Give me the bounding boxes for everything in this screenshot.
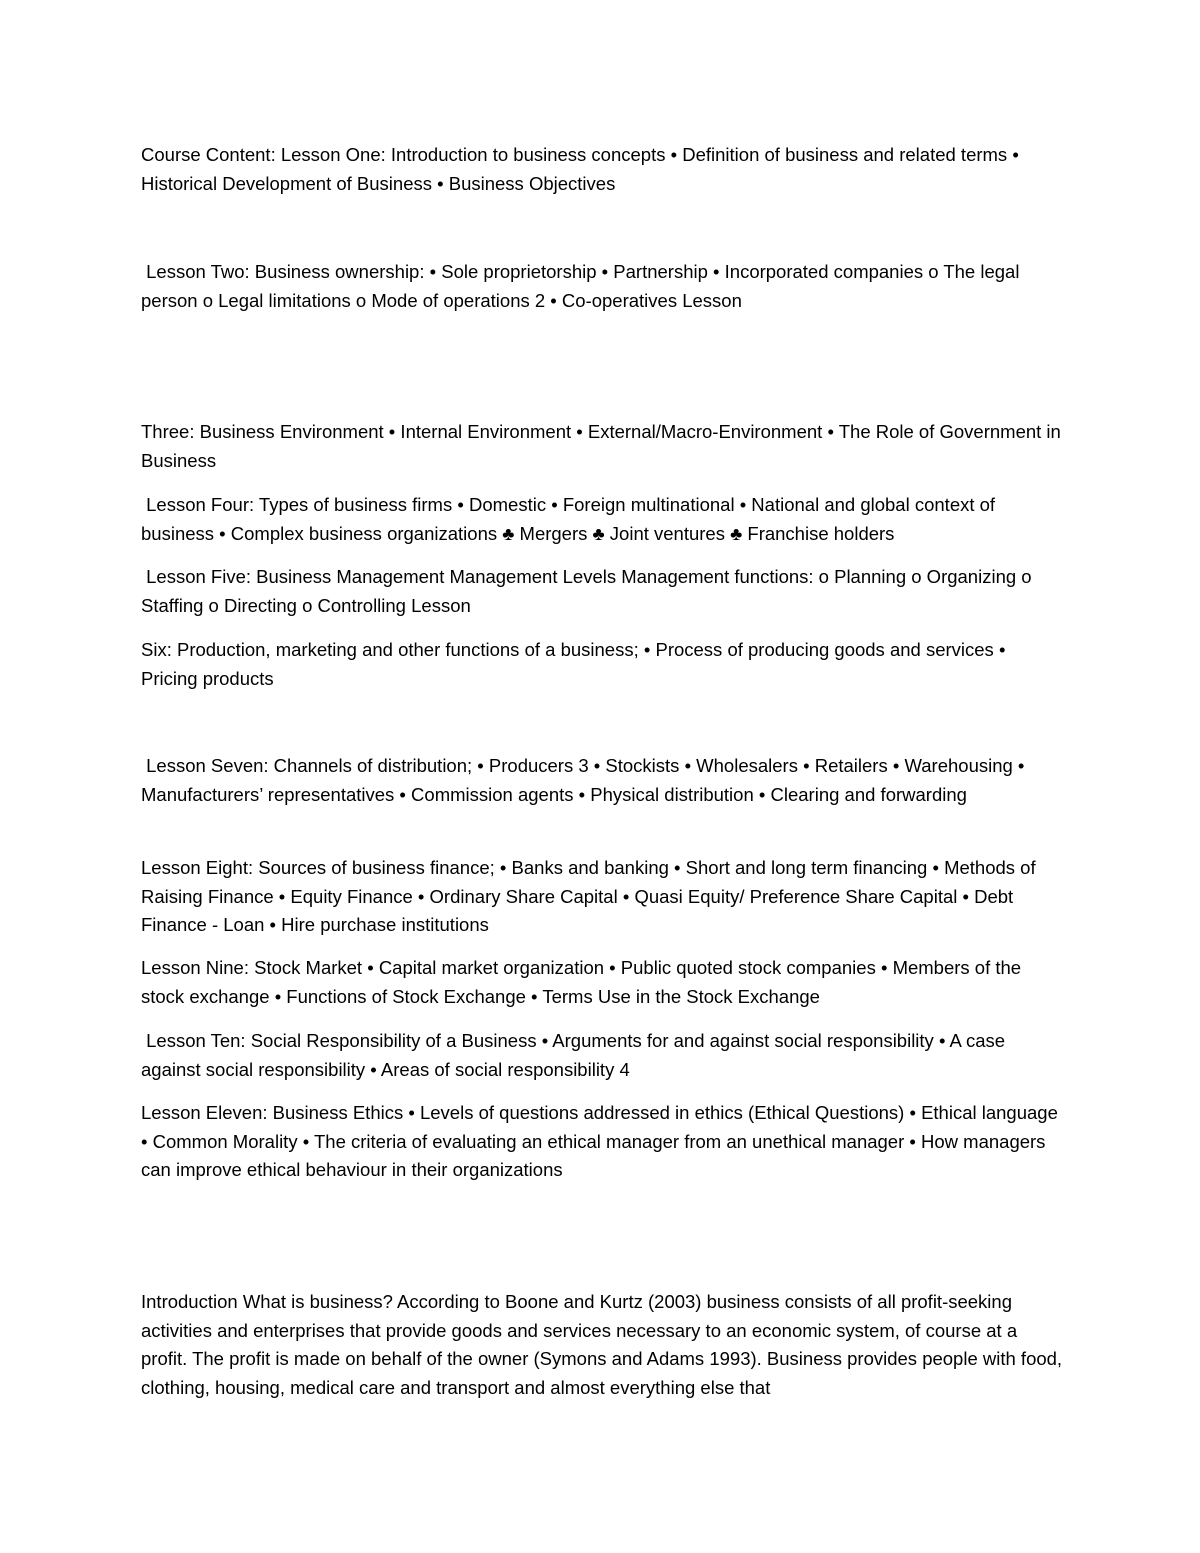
paragraph-lesson-two: Lesson Two: Business ownership: • Sole proprietorship • Partnership • Incorporated companies o The legal person o Legal limitations o Mode of operations 2 • Co-operatives Lesson (141, 261, 1025, 311)
paragraph-lesson-five: Lesson Five: Business Management Management Levels Management functions: o Planning o Organizing o Staffing o Directing o Controlling Lesson (141, 566, 1037, 616)
paragraph-lesson-ten: Lesson Ten: Social Responsibility of a Business • Arguments for and against social responsibility • A case against social responsibility • Areas of social responsibility 4 (141, 1030, 1011, 1080)
paragraph-lesson-nine: Lesson Nine: Stock Market • Capital market organization • Public quoted stock companies • Members of the stock exchange • Functions of Stock Exchange • Terms Use in the Stock Exchange (141, 957, 1027, 1007)
paragraph-lesson-four: Lesson Four: Types of business firms • Domestic • Foreign multinational • National and global context of business • Complex business organizations ♣ Mergers ♣ Joint ventures ♣ Franchise holders (141, 494, 1001, 544)
paragraph-lesson-one: Course Content: Lesson One: Introduction to business concepts • Definition of business and related terms • Historical Development of Business • Business Objectives (141, 144, 1024, 194)
paragraph-lesson-seven: Lesson Seven: Channels of distribution; • Producers 3 • Stockists • Wholesalers • Retailers • Warehousing • Manufacturers’ representatives • Commission agents • Physical distribution • Clearing and forwarding (141, 755, 1030, 805)
paragraph-lesson-six: Six: Production, marketing and other functions of a business; • Process of producing goods and services • Pricing products (141, 639, 1011, 689)
paragraph-lesson-eight: Lesson Eight: Sources of business finance; • Banks and banking • Short and long term financing • Methods of Raising Finance • Equity Finance • Ordinary Share Capital • Quasi Equity/ Preference Share Capital • Debt Finance - Loan • Hire purchase institutions (141, 857, 1041, 935)
paragraph-lesson-eleven: Lesson Eleven: Business Ethics • Levels of questions addressed in ethics (Ethical Questions) • Ethical language • Common Morality • The criteria of evaluating an ethical manager from an unethical manager • How managers can improve ethical behaviour in their organizations (141, 1102, 1064, 1180)
paragraph-lesson-three: Three: Business Environment • Internal Environment • External/Macro-Environment • The Role of Government in Business (141, 421, 1066, 471)
paragraph-introduction: Introduction What is business? According to Boone and Kurtz (2003) business consists of all profit-seeking activities and enterprises that provide goods and services necessary to an economic system, of course at a profit. The profit is made on behalf of the owner (Symons and Adams 1993). Business provides people with food, clothing, housing, medical care and transport and almost everything else that (141, 1291, 1068, 1398)
